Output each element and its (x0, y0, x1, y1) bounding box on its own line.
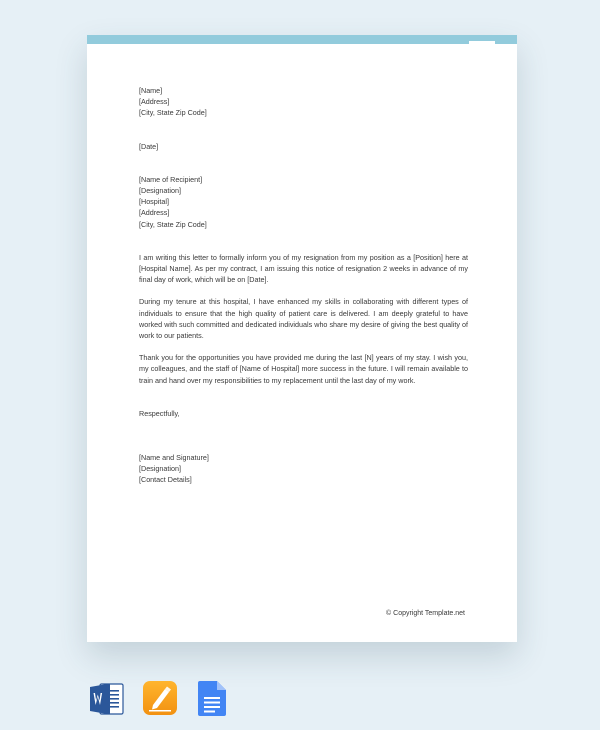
paragraph-thanks: Thank you for the opportunities you have provided me during the last [N] years of my stay. I wish you, my colleagues, and the staff of [Name of Hospital] more success in the future. I will remain available to train and hand over my responsibilities to my replacement until the last day of my work. (139, 353, 468, 385)
sender-address: [Address] (139, 97, 170, 107)
word-icon[interactable] (89, 681, 125, 717)
pages-icon[interactable] (143, 681, 177, 715)
recipient-name: [Name of Recipient] (139, 174, 203, 184)
date-block (139, 141, 468, 152)
sender-city: [City, State Zip Code] (139, 108, 207, 118)
paragraph-tenure: During my tenure at this hospital, I have enhanced my skills in collaborating with different types of individuals to ensure that the high quality of patient care is delivered. I am deeply grateful to have worked with such committed and dedicated individuals who share my desire of giving the best quality of work to our patients. (139, 297, 468, 341)
recipient-address: [Address] (139, 208, 170, 218)
recipient-hospital: [Hospital] (139, 197, 169, 207)
signature-name: [Name and Signature] (139, 453, 209, 463)
header-band (87, 35, 517, 44)
sender-address-block (139, 85, 468, 119)
letter-content (139, 252, 468, 386)
recipient-designation: [Designation] (139, 186, 181, 196)
copyright-notice: © Copyright Template.net (386, 610, 465, 617)
signature-contact: [Contact Details] (139, 475, 192, 485)
header-band-tab (469, 41, 495, 44)
google-docs-icon[interactable] (198, 681, 226, 716)
paragraph-intro: I am writing this letter to formally inform you of my resignation from my position as a [Position] here at [Hospital Name]. As per my contract, I am issuing this notice of resignation 2 weeks in advance of my final day of work, which will be on [Date]. (139, 252, 468, 285)
closing-salutation: Respectfully, (139, 408, 180, 418)
closing-block (139, 408, 468, 419)
letter-date: [Date] (139, 141, 159, 151)
recipient-address-block (139, 174, 468, 230)
recipient-city: [City, State Zip Code] (139, 219, 207, 229)
document-page (87, 35, 517, 642)
signature-block (139, 452, 468, 486)
signature-designation: [Designation] (139, 464, 181, 474)
sender-name: [Name] (139, 86, 163, 95)
letter-body (139, 85, 468, 486)
